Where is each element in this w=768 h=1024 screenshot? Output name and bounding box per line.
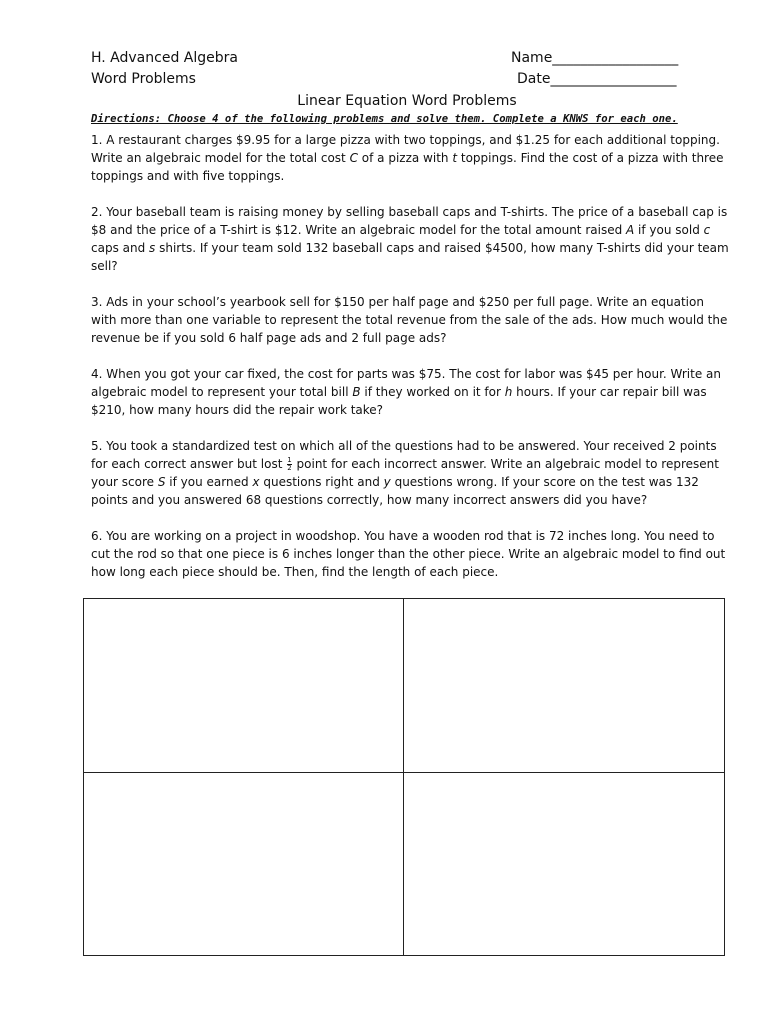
- problem-6: 6. You are working on a project in woodshop. You have a wooden rod that is 72 inches long. You need to cut the rod so that one piece is 6 inches longer than the other piece. Write an algebraic model to find out how long each piece should be. Then, find the length of each piece.: [91, 529, 726, 579]
- directions: Directions: Choose 4 of the following problems and solve them. Complete a KNWS for each one.: [91, 113, 678, 125]
- problem-4: 4. When you got your car fixed, the cost for parts was $75. The cost for labor was $45 per hour. Write an algebraic model to represent your total bill B if they worked on it for h hours. If your car repair bill was $210, how many hours did the repair work take?: [91, 367, 721, 417]
- problem-1: 1. A restaurant charges $9.95 for a large pizza with two toppings, and $1.25 for each additional topping. Write an algebraic model for the total cost C of a pizza with t toppings. Find the cost of a pizza with three toppings and with five toppings.: [91, 133, 724, 183]
- date-field[interactable]: Date__________________: [517, 71, 677, 87]
- problem-list: [91, 131, 731, 599]
- knws-answer-grid: [83, 598, 725, 956]
- problem-5: 5. You took a standardized test on which all of the questions had to be answered. Your received 2 points for each correct answer but lost $\frac{1}{2}$ point for each incorrect answer. Write an algebraic model to represent your score S if you earned x questions right and y questions wrong. If your score on the test was 132 points and you answered 68 questions correctly, how many incorrect answers did you have?: [91, 439, 719, 507]
- name-field[interactable]: Name__________________: [511, 50, 679, 66]
- course-title: H. Advanced Algebra: [91, 50, 238, 66]
- header-course-block: [91, 48, 238, 90]
- answer-box-bottom-left[interactable]: [84, 773, 404, 955]
- worksheet-title: Linear Equation Word Problems: [297, 93, 517, 109]
- problem-3: 3. Ads in your school’s yearbook sell for $150 per half page and $250 per full page. Write an equation with more than one variable to represent the total revenue from the sale of the ads. How much would the revenue be if you sold 6 half page ads and 2 full page ads?: [91, 295, 728, 345]
- answer-box-top-right[interactable]: [404, 599, 724, 773]
- problem-2: 2. Your baseball team is raising money by selling baseball caps and T-shirts. The price of a baseball cap is $8 and the price of a T-shirt is $12. Write an algebraic model for the total amount raised A if you sold c caps and s shirts. If your team sold 132 baseball caps and raised $4500, how many T-shirts did your team sell?: [91, 205, 729, 273]
- answer-box-top-left[interactable]: [84, 599, 404, 773]
- unit-title: Word Problems: [91, 71, 196, 87]
- header-fields-block: [511, 48, 678, 90]
- answer-box-bottom-right[interactable]: [404, 773, 724, 955]
- fraction-one-half: $\frac{1}{2}$: [287, 456, 292, 472]
